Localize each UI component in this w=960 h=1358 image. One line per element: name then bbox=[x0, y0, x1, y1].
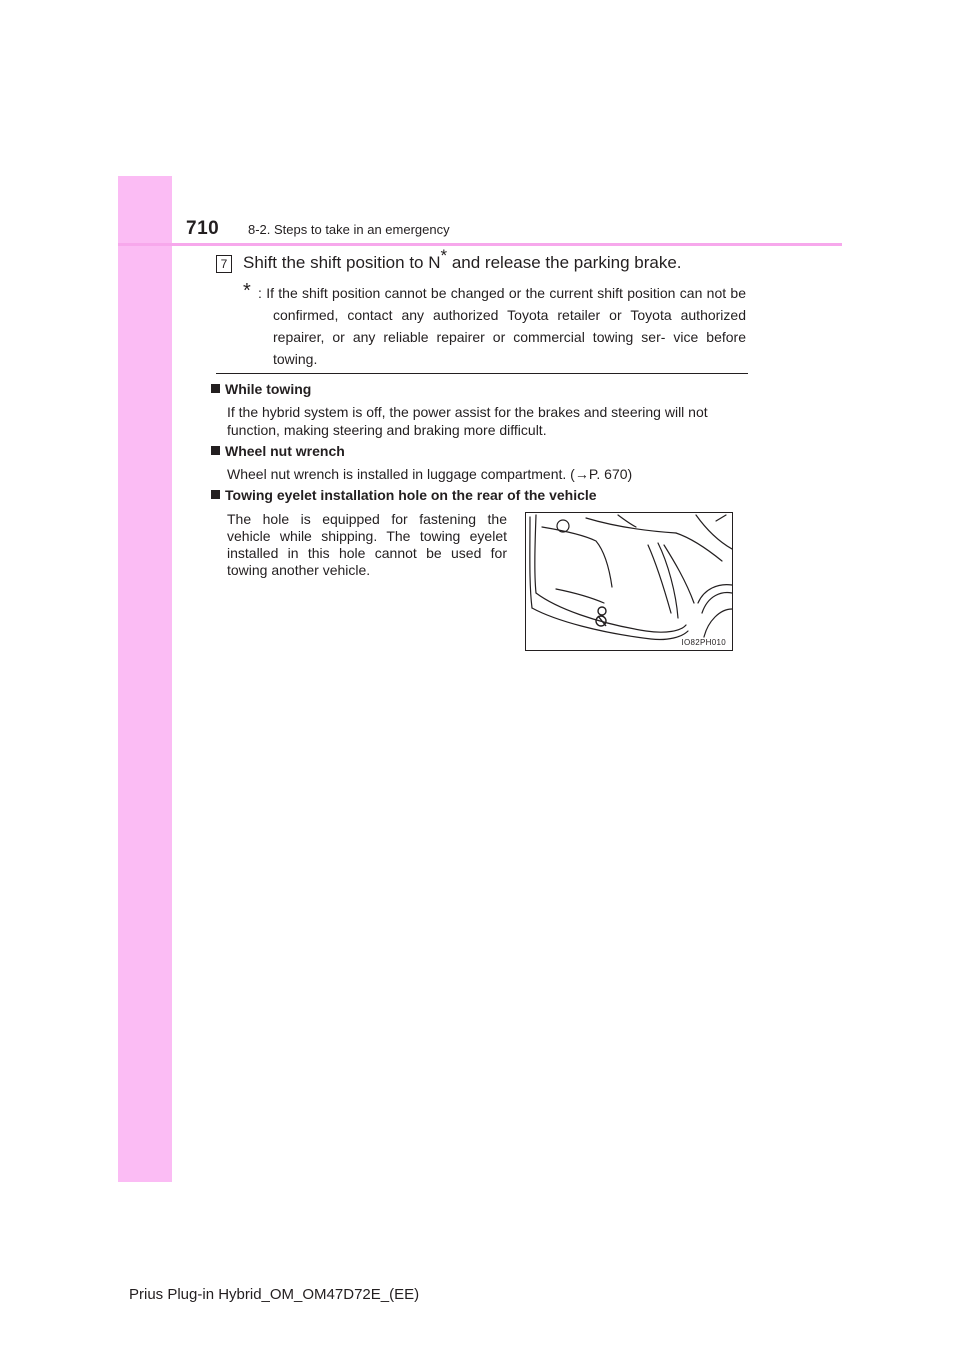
rear-bumper-illustration bbox=[525, 512, 733, 651]
step-text-before: Shift the shift position to N bbox=[243, 253, 441, 272]
section-divider bbox=[216, 373, 748, 374]
step-text-after: and release the parking brake. bbox=[447, 253, 682, 272]
footnote-marker: * bbox=[440, 246, 448, 265]
arrow-icon: → bbox=[574, 466, 589, 482]
footnote bbox=[243, 282, 746, 370]
item-heading-wheel-nut-wrench: Wheel nut wrench bbox=[211, 443, 345, 459]
item-body-towing-eyelet-hole: The hole is equipped for fastening the vehicle while shipping. The towing eyelet installed in this hole cannot be used for towing another vehicle. bbox=[227, 511, 507, 578]
item-body-wheel-nut-wrench: Wheel nut wrench is installed in luggage compartment. (→P. 670) bbox=[227, 466, 633, 482]
footnote-asterisk: * bbox=[243, 280, 251, 302]
figure-code: IO82PH010 bbox=[681, 638, 726, 647]
header-rule bbox=[118, 243, 842, 246]
item-heading-while-towing: While towing bbox=[211, 381, 311, 397]
item-body-while-towing: If the hybrid system is off, the power assist for the brakes and steering will not function, making steering and braking more difficult. bbox=[227, 404, 708, 438]
step-instruction bbox=[243, 246, 682, 273]
chapter-tab-sidebar bbox=[118, 176, 172, 1182]
square-bullet-icon bbox=[211, 490, 220, 499]
footnote-text: : If the shift position cannot be changed or the current shift position can not be confirmed, contact any authorized Toyota retailer or Toyota authorized repairer, or any reliable repairer or commercial towing ser- vice before towing. bbox=[258, 285, 746, 367]
square-bullet-icon bbox=[211, 446, 220, 455]
step-number-box: 7 bbox=[216, 255, 232, 273]
page-number: 710 bbox=[186, 218, 220, 239]
item-heading-towing-eyelet-hole: Towing eyelet installation hole on the rear of the vehicle bbox=[211, 487, 597, 503]
rear-bumper-drawing bbox=[526, 513, 732, 650]
square-bullet-icon bbox=[211, 384, 220, 393]
footer-document-id: Prius Plug-in Hybrid_OM_OM47D72E_(EE) bbox=[129, 1286, 420, 1303]
section-title: 8-2. Steps to take in an emergency bbox=[248, 222, 450, 237]
